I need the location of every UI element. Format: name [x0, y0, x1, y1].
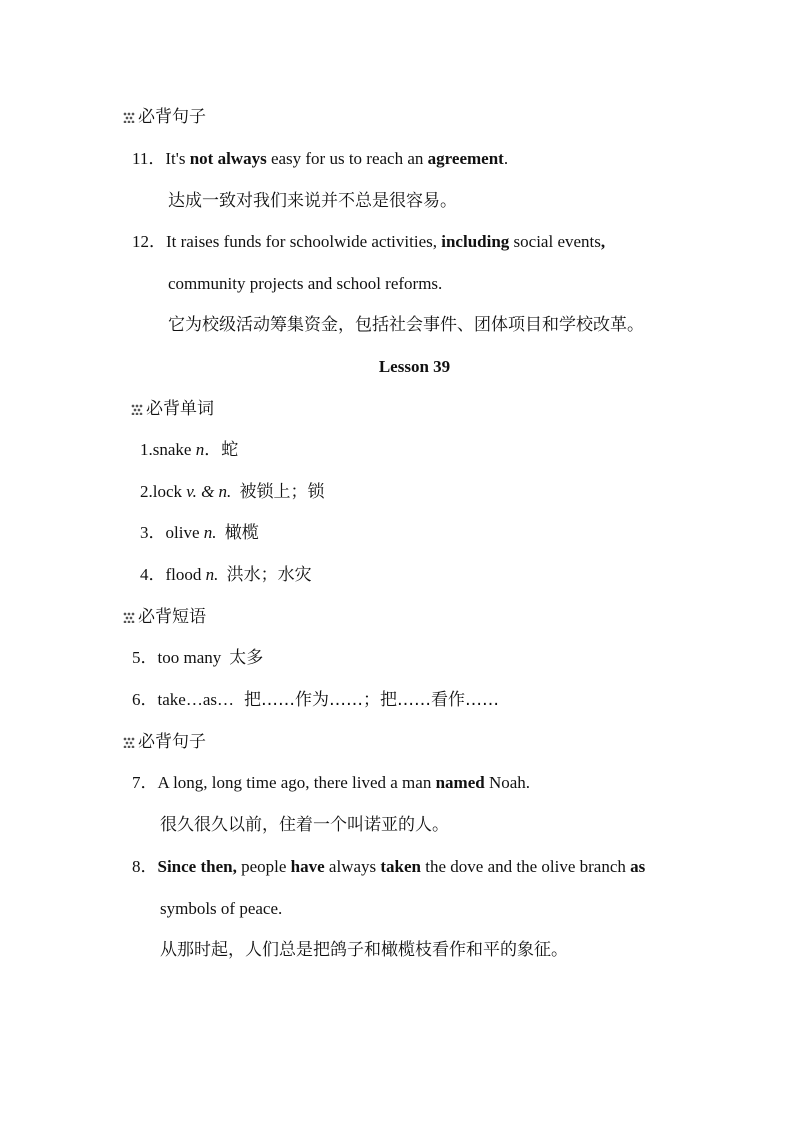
- word-item: 1.snake n．蛇: [140, 440, 239, 460]
- bullet-icon: [130, 403, 144, 415]
- word-item: 4．flood n. 洪水；水灾: [140, 565, 312, 585]
- bullet-icon: [122, 611, 136, 623]
- sentence-12-line2: community projects and school reforms.: [168, 274, 443, 293]
- item-number: 11．: [132, 149, 166, 168]
- sentence-11-translation: 达成一致对我们来说并不总是很容易。: [168, 191, 457, 211]
- phrase-item: 5．too many 太多: [132, 648, 264, 668]
- sentence-7: 7．A long, long time ago, there lived a man named Noah.: [132, 773, 531, 792]
- sentence-12-translation: 它为校级活动筹集资金，包括社会事件、团体项目和学校改革。: [168, 315, 644, 335]
- bullet-icon: [122, 111, 136, 123]
- lesson-title: Lesson 39: [378, 357, 451, 376]
- sentence-8-line2: symbols of peace.: [160, 899, 283, 918]
- sentence-11: 11．It's not always easy for us to reach an agreement.: [132, 149, 509, 168]
- sentence-7-translation: 很久很久以前，住着一个叫诺亚的人。: [160, 815, 449, 835]
- word-item: 2.lock v. & n. 被锁上；锁: [140, 482, 325, 502]
- item-number: 12．: [132, 232, 166, 251]
- bullet-icon: [122, 736, 136, 748]
- section-heading-sentences-1: 必背句子: [122, 106, 206, 128]
- section-heading-words: 必背单词: [130, 398, 214, 420]
- sentence-8: 8．Since then, people have always taken the dove and the olive branch as: [132, 857, 646, 876]
- item-number: 8．: [132, 857, 158, 876]
- sentence-8-translation: 从那时起，人们总是把鸽子和橄榄枝看作和平的象征。: [160, 940, 568, 960]
- item-number: 7．: [132, 773, 158, 792]
- section-heading-phrases: 必背短语: [122, 606, 206, 628]
- word-item: 3．olive n. 橄榄: [140, 523, 259, 543]
- phrase-item: 6．take…as… 把……作为……；把……看作……: [132, 690, 499, 710]
- section-heading-sentences-2: 必背句子: [122, 731, 206, 753]
- sentence-12: 12．It raises funds for schoolwide activities, including social events,: [132, 232, 606, 251]
